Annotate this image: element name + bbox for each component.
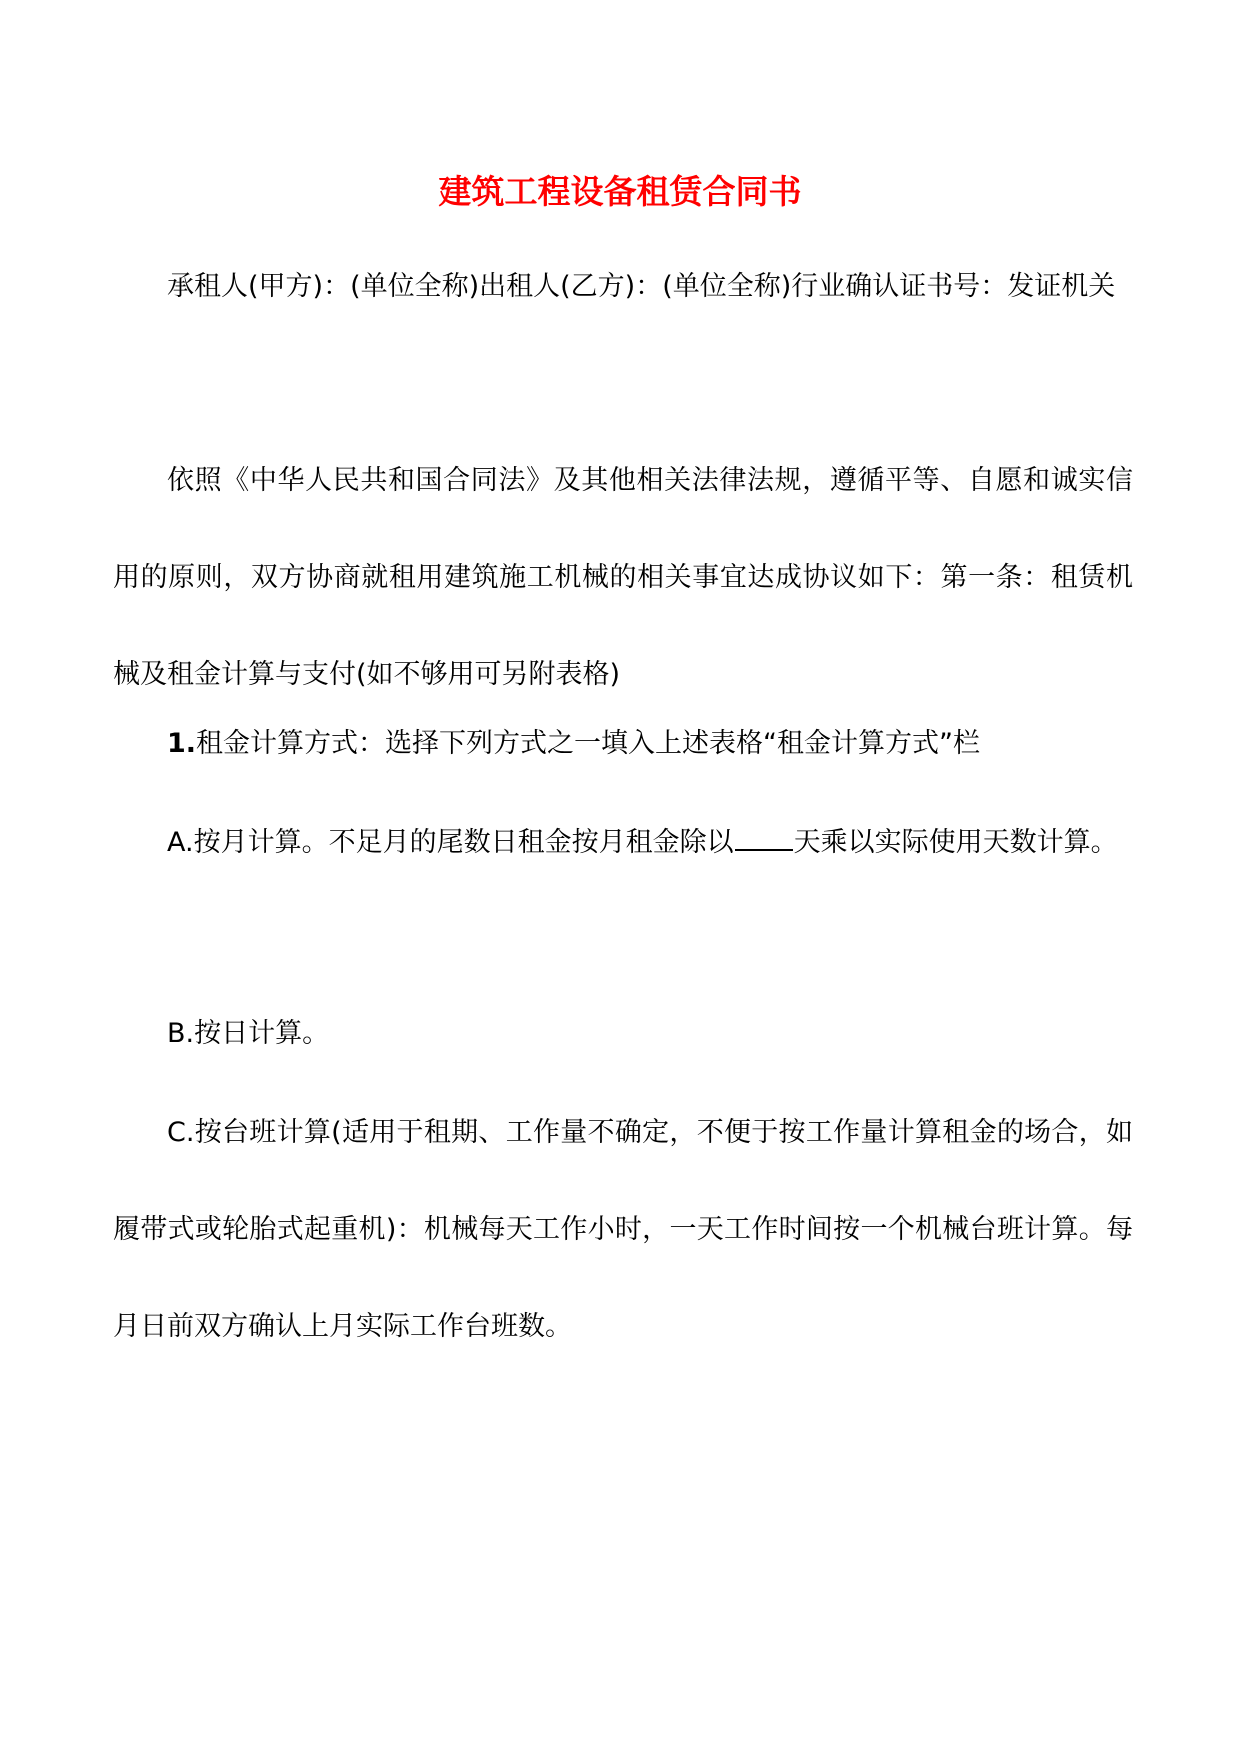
item-a-paragraph bbox=[113, 794, 1133, 891]
item-1-number: 1. bbox=[167, 728, 197, 759]
document-title: 建筑工程设备租赁合同书 bbox=[438, 172, 802, 211]
item-b-paragraph: B.按日计算。 bbox=[167, 1018, 330, 1049]
item-1-paragraph bbox=[113, 722, 1133, 766]
item-1-text: 租金计算方式：选择下列方式之一填入上述表格“租金计算方式”栏 bbox=[196, 728, 981, 759]
parties-paragraph: 承租人(甲方)：(单位全称)出租人(乙方)：(单位全称)行业确认证书号：发证机关 bbox=[167, 271, 1116, 302]
item-a-text-after: 天乘以实际使用天数计算。 bbox=[793, 827, 1118, 858]
blank-fill-line bbox=[735, 819, 793, 851]
item-a-text-before: A.按月计算。不足月的尾数日租金按月租金除以 bbox=[167, 827, 734, 858]
item-c-paragraph: C.按台班计算(适用于租期、工作量不确定，不便于按工作量计算租金的场合，如履带式或轮胎式起重机)：机械每天工作小时，一天工作时间按一个机械台班计算。每月日前双方确认上月实际工作台班数。 bbox=[113, 1117, 1133, 1342]
preamble-paragraph: 依照《中华人民共和国合同法》及其他相关法律法规，遵循平等、自愿和诚实信用的原则，双方协商就租用建筑施工机械的相关事宜达成协议如下：第一条：租赁机械及租金计算与支付(如不够用可另附表格) bbox=[113, 465, 1133, 690]
